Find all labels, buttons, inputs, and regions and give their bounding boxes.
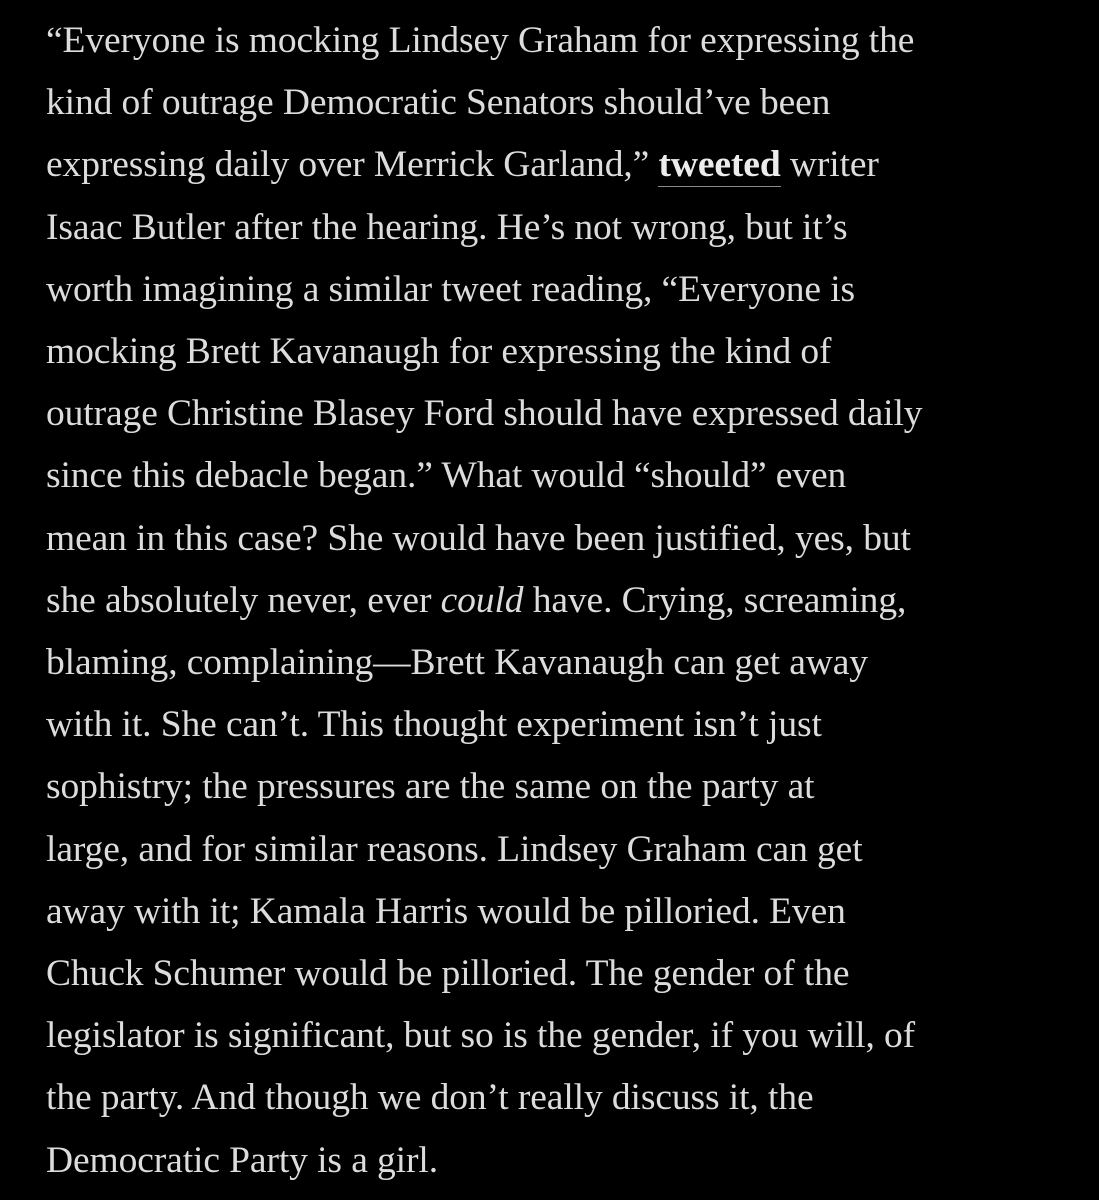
text-run: since this debacle began.” What would “should” even xyxy=(46,455,847,497)
text-run: kind of outrage Democratic Senators should’ve been xyxy=(46,82,831,124)
text-line xyxy=(46,756,1076,818)
text-run: she absolutely never, ever xyxy=(46,579,441,621)
text-run: with it. She can’t. This thought experiment isn’t just xyxy=(46,704,822,746)
text-run: writer xyxy=(780,144,879,186)
text-line xyxy=(46,570,1076,632)
text-run: Democratic Party is a girl. xyxy=(46,1139,438,1181)
text-line xyxy=(46,134,1076,196)
text-line xyxy=(46,321,1076,383)
article-paragraph xyxy=(46,10,1076,1192)
text-line xyxy=(46,1067,1076,1129)
text-run: Isaac Butler after the hearing. He’s not wrong, but it’s xyxy=(46,206,848,248)
text-run: have. Crying, screaming, xyxy=(523,579,907,621)
text-line xyxy=(46,259,1076,321)
text-line xyxy=(46,943,1076,1005)
text-line xyxy=(46,508,1076,570)
text-line xyxy=(46,694,1076,756)
text-line xyxy=(46,881,1076,943)
text-line xyxy=(46,445,1076,507)
tweeted-link[interactable]: tweeted xyxy=(658,144,781,186)
text-line xyxy=(46,1005,1076,1067)
text-run: large, and for similar reasons. Lindsey Graham can get xyxy=(46,828,863,870)
text-line xyxy=(46,10,1076,72)
text-run: legislator is significant, but so is the gender, if you will, of xyxy=(46,1015,916,1057)
text-line xyxy=(46,632,1076,694)
emphasis-could: could xyxy=(440,579,524,621)
text-line xyxy=(46,819,1076,881)
text-run: away with it; Kamala Harris would be pilloried. Even xyxy=(46,890,846,932)
text-run: worth imagining a similar tweet reading, “Everyone is xyxy=(46,268,856,310)
text-run: blaming, complaining—Brett Kavanaugh can get away xyxy=(46,642,868,684)
text-run: “Everyone is mocking Lindsey Graham for expressing the xyxy=(46,20,915,61)
text-run: the party. And though we don’t really discuss it, the xyxy=(46,1077,814,1119)
text-run: mocking Brett Kavanaugh for expressing the kind of xyxy=(46,331,832,373)
text-run: sophistry; the pressures are the same on the party at xyxy=(46,766,815,808)
text-run: Chuck Schumer would be pilloried. The gender of the xyxy=(46,953,850,995)
text-line xyxy=(46,383,1076,445)
text-run: mean in this case? She would have been justified, yes, but xyxy=(46,517,911,559)
text-line xyxy=(46,197,1076,259)
text-run: expressing daily over Merrick Garland,” xyxy=(46,144,659,186)
text-line xyxy=(46,1130,1076,1192)
text-line xyxy=(46,72,1076,134)
text-run: outrage Christine Blasey Ford should have expressed daily xyxy=(46,393,923,435)
